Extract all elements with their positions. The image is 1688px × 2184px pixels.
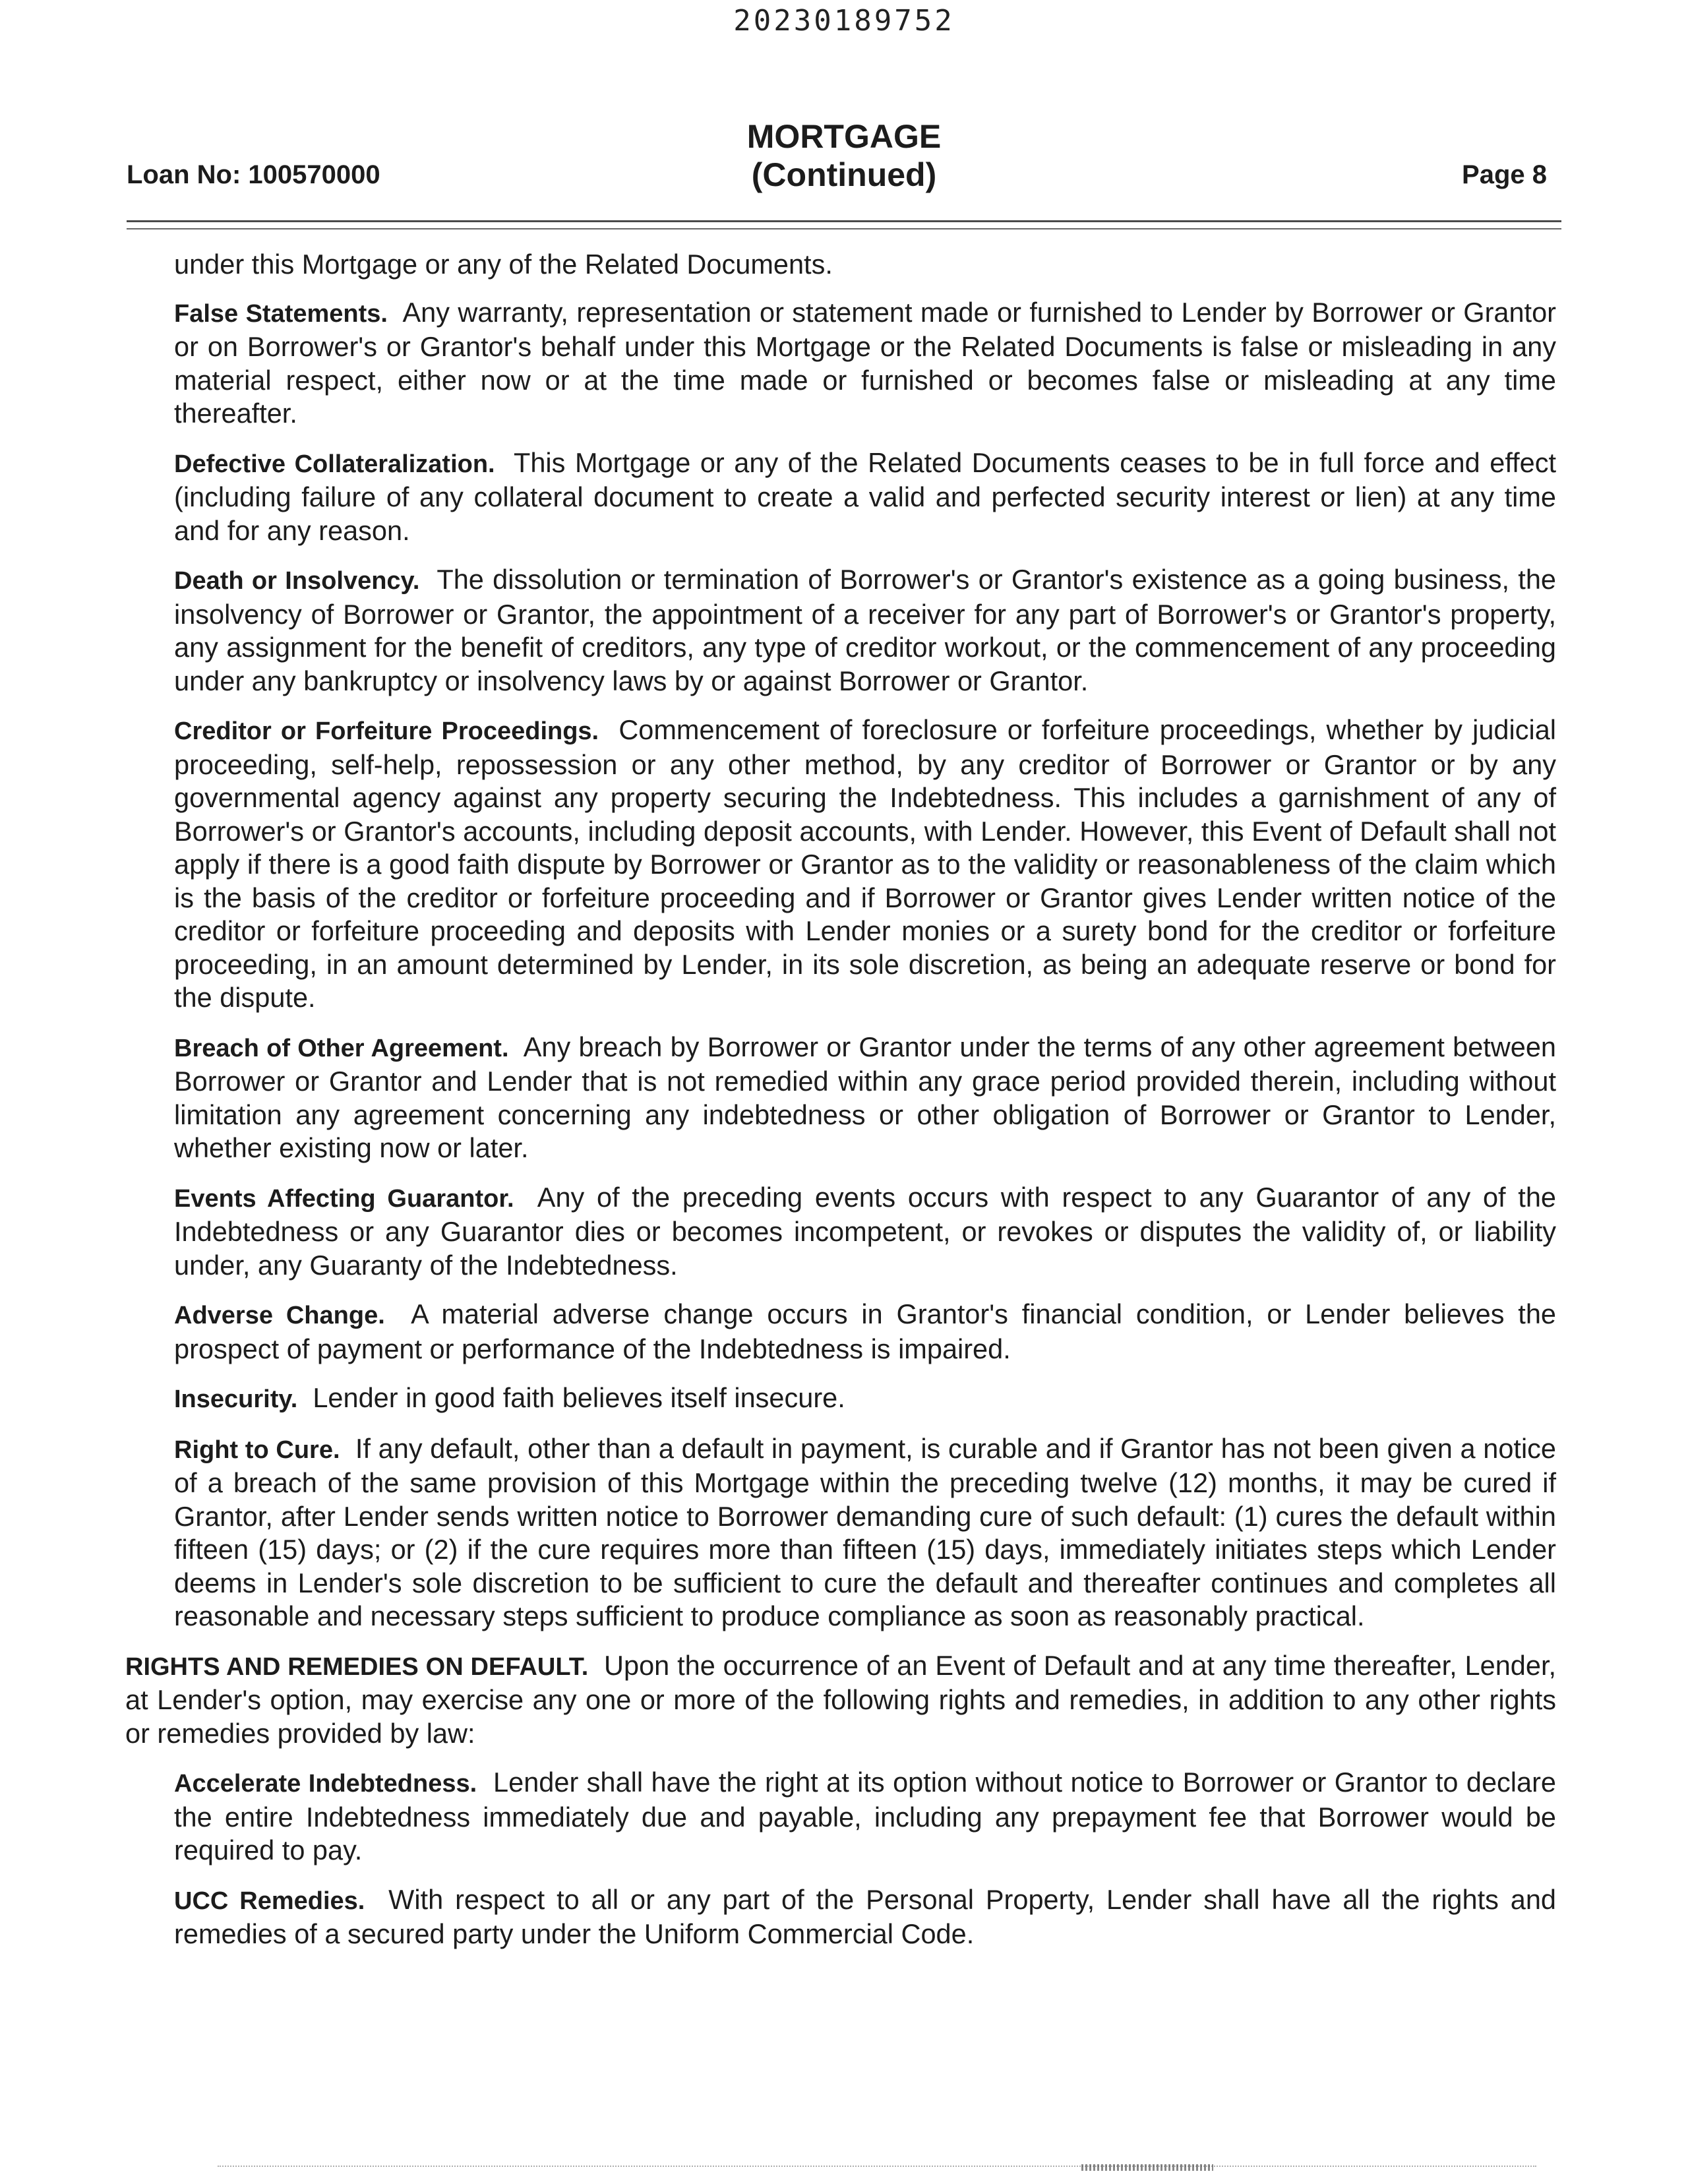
section-text: Upon the occurrence of an Event of Default and at any time thereafter, Lender, at Lender's option, may exercise any one or more of the following rights and remedies, in addition to any other rights or remedies provided by law:	[125, 1649, 1557, 1749]
loan-number: Loan No: 100570000	[127, 160, 380, 189]
section-heading: Defective Collateralization.	[174, 450, 495, 478]
section-death-or-insolvency	[174, 563, 1556, 698]
section-creditor-forfeiture	[174, 713, 1556, 1015]
continuation-paragraph: under this Mortgage or any of the Related Documents.	[174, 249, 833, 280]
remedy-ucc-remedies	[174, 1883, 1556, 1951]
remedy-text: Lender shall have the right at its option without notice to Borrower or Grantor to declare the entire Indebtedness immediately due and payable, including any prepayment fee that Borrower would be required to pay.	[174, 1767, 1557, 1866]
section-text: Any breach by Borrower or Grantor under the terms of any other agreement between Borrower or Grantor and Lender that is not remedied within any grace period provided therein, including without limitation any agreement concerning any indebtedness or other obligation of Borrower or Grantor to Lender, whether existing now or later.	[174, 1031, 1557, 1163]
remedy-heading: Accelerate Indebtedness.	[174, 1770, 477, 1798]
section-text: Any warranty, representation or statement made or furnished to Lender by Borrower or Grantor or on Borrower's or Grantor's behalf under this Mortgage or the Related Documents is false or misleading in any material respect, either now or at the time made or furnished or becomes false or misleading at any time thereafter.	[174, 296, 1556, 429]
header-rule-top	[127, 220, 1561, 222]
section-text: Lender in good faith believes itself insecure.	[313, 1382, 845, 1413]
section-text: This Mortgage or any of the Related Documents ceases to be in full force and effect (including failure of any collateral document to create a valid and perfected security interest or lien) at any time and for any reason.	[174, 446, 1556, 546]
section-text: The dissolution or termination of Borrower's or Grantor's existence as a going business, the insolvency of Borrower or Grantor, the appointment of a receiver for any part of Borrower's or Grantor's property, any assignment for the benefit of creditors, any type of creditor workout, or the commencement of any proceeding under any bankruptcy or insolvency laws by or against Borrower or Grantor.	[174, 564, 1556, 696]
document-title	[127, 117, 1561, 194]
section-false-statements	[174, 296, 1556, 431]
section-heading: Breach of Other Agreement.	[174, 1034, 509, 1062]
section-heading: Events Affecting Guarantor.	[174, 1184, 514, 1213]
section-events-affecting-guarantor	[174, 1181, 1556, 1283]
section-heading: Creditor or Forfeiture Proceedings.	[174, 717, 599, 745]
section-insecurity	[174, 1381, 1556, 1416]
header-rule-bottom	[127, 228, 1561, 229]
scan-artifact-mark	[1081, 2164, 1213, 2171]
section-text: Commencement of foreclosure or forfeiture proceedings, whether by judicial proceeding, self-help, repossession or any other method, by any creditor of Borrower or Grantor or by any governmental agency against any property securing the Indebtedness. This includes a garnishment of any of Borrower's or Grantor's accounts, including deposit accounts, with Lender. However, this Event of Default shall not apply if there is a good faith dispute by Borrower or Grantor as to the validity or reasonableness of the claim which is the basis of the creditor or forfeiture proceeding and if Borrower or Grantor gives Lender written notice of the creditor or forfeiture proceeding and deposits with Lender monies or a surety bond for the creditor or forfeiture proceeding, in an amount determined by Lender, in its sole discretion, as being an adequate reserve or bond for the dispute.	[174, 714, 1557, 1013]
remedy-accelerate-indebtedness	[174, 1766, 1556, 1867]
section-rights-and-remedies	[125, 1649, 1556, 1751]
section-heading: Right to Cure.	[174, 1436, 340, 1464]
section-heading: False Statements.	[174, 299, 388, 328]
document-body	[0, 248, 1688, 1967]
scan-artifact-line	[218, 2166, 1536, 2171]
section-text: If any default, other than a default in payment, is curable and if Grantor has not been given a notice of a breach of the same provision of this Mortgage within the preceding twelve (12) months, it may be cured if Grantor, after Lender sends written notice to Borrower demanding cure of such default: (1) cures the default within fifteen (15) days; or (2) if the cure requires more than fifteen (15) days, immediately initiates steps which Lender deems in Lender's sole discretion to be sufficient to cure the default and thereafter continues and completes all reasonable and necessary steps sufficient to produce compliance as soon as reasonably practical.	[174, 1432, 1556, 1631]
remedy-heading: UCC Remedies.	[174, 1887, 365, 1915]
section-heading: Insecurity.	[174, 1385, 298, 1413]
remedy-text: With respect to all or any part of the Personal Property, Lender shall have all the rights and remedies of a secured party under the Uniform Commercial Code.	[174, 1883, 1556, 1949]
section-text: A material adverse change occurs in Grantor's financial condition, or Lender believes the prospect of payment or performance of the Indebtedness is impaired.	[174, 1298, 1556, 1364]
page-number: Page 8	[1462, 160, 1547, 189]
recording-number: 20230189752	[733, 4, 955, 38]
section-right-to-cure	[174, 1432, 1556, 1633]
section-text: Any of the preceding events occurs with respect to any Guarantor of any of the Indebtedness or any Guarantor dies or becomes incompetent, or revokes or disputes the validity of, or liability under, any Guaranty of the Indebtedness.	[174, 1181, 1556, 1281]
section-heading: Adverse Change.	[174, 1302, 385, 1329]
section-defective-collateralization	[174, 446, 1556, 548]
section-heading: RIGHTS AND REMEDIES ON DEFAULT.	[125, 1653, 589, 1681]
section-adverse-change	[174, 1298, 1556, 1366]
section-breach-other-agreement	[174, 1031, 1556, 1165]
title-continued: (Continued)	[751, 156, 937, 193]
title-mortgage: MORTGAGE	[746, 118, 942, 155]
page-header	[127, 117, 1561, 194]
section-heading: Death or Insolvency.	[174, 567, 420, 595]
